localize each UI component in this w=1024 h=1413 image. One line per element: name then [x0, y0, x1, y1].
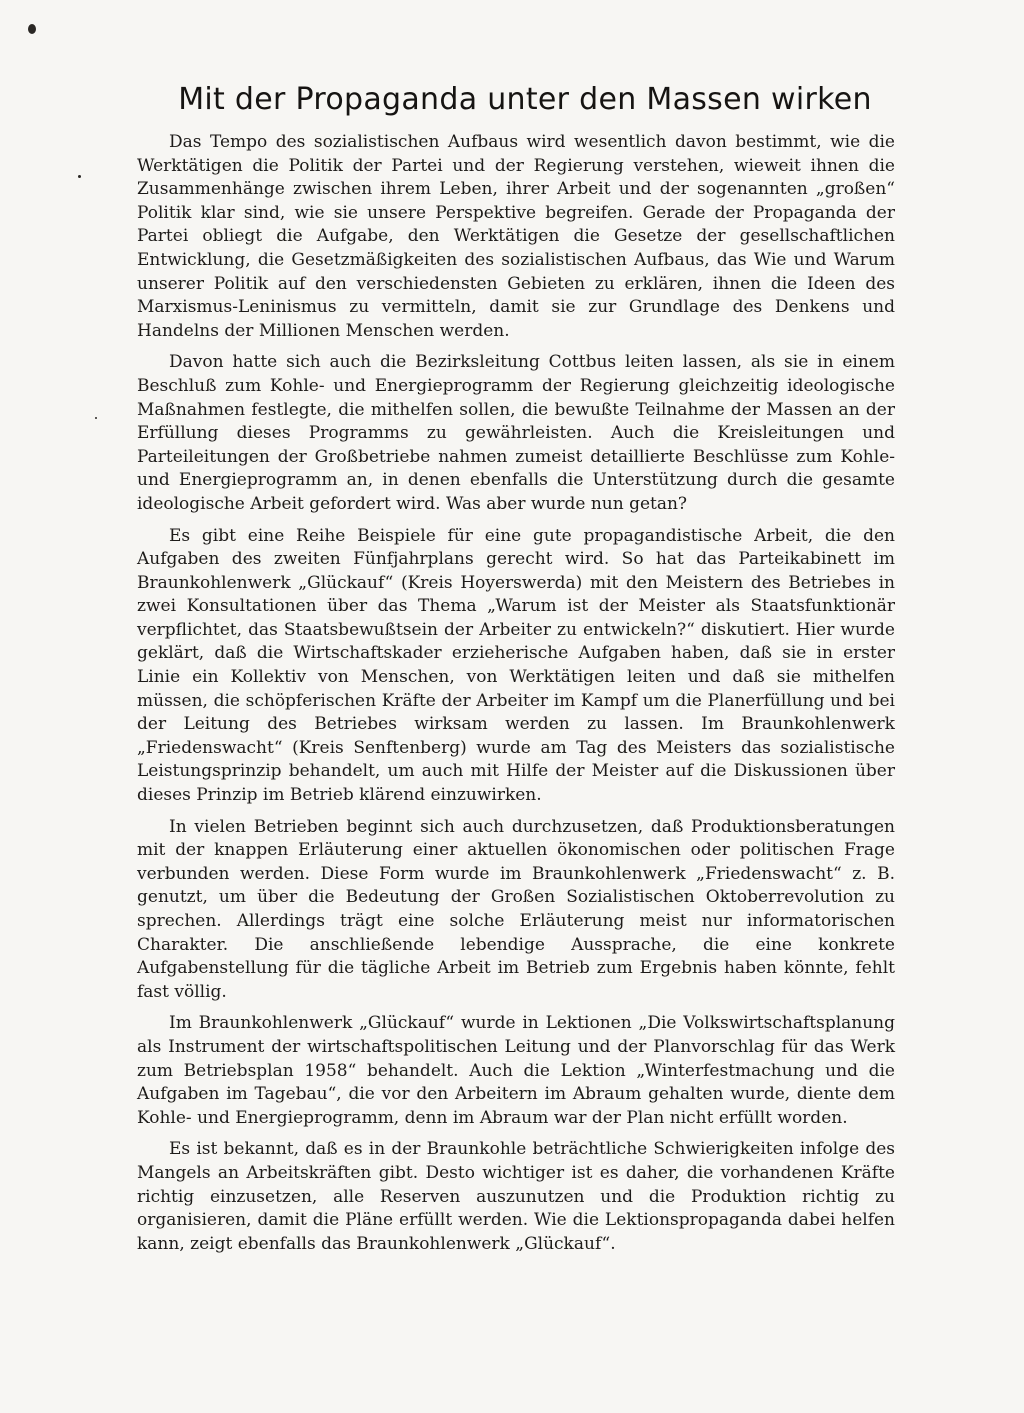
ink-speck	[95, 417, 97, 419]
paragraph-4: In vielen Betrieben beginnt sich auch durchzusetzen, daß Produktionsberatungen mit der knappen Erläuterung einer aktuellen ökonomischen oder politischen Frage verbunden werden. Diese Form wurde im Braunkohlenwerk „Friedenswacht“ z. B. genutzt, um über die Bedeutung der Großen Sozialistischen Oktoberrevolution zu sprechen. Allerdings trägt eine solche Erläuterung meist nur informatorischen Charakter. Die anschließende lebendige Aussprache, die eine konkrete Aufgabenstellung für die tägliche Arbeit im Betrieb zum Ergebnis haben könnte, fehlt fast völlig.	[137, 816, 895, 1002]
paragraph-5: Im Braunkohlenwerk „Glückauf“ wurde in Lektionen „Die Volkswirtschaftsplanung als Instrument der wirtschaftspolitischen Leitung und der Planvorschlag für das Werk zum Betriebsplan 1958“ behandelt. Auch die Lektion „Winterfestmachung und die Aufgaben im Tagebau“, die vor den Arbeitern im Abraum gehalten wurde, diente dem Kohle- und Energieprogramm, denn im Abraum war der Plan nicht erfüllt worden.	[137, 1013, 895, 1128]
article-body	[137, 131, 895, 1264]
ink-speck	[28, 24, 36, 34]
paragraph-1: Das Tempo des sozialistischen Aufbaus wird wesentlich davon bestimmt, wie die Werktätigen die Politik der Partei und der Regierung verstehen, wieweit ihnen die Zusammenhänge zwischen ihrem Leben, ihrer Arbeit und der sogenannten „großen“ Politik klar sind, wie sie unsere Perspektive begreifen. Gerade der Propaganda der Partei obliegt die Aufgabe, den Werktätigen die Gesetze der gesellschaftlichen Entwicklung, die Gesetzmäßigkeiten des sozialistischen Aufbaus, das Wie und Warum unserer Politik auf den verschiedensten Gebieten zu erklären, ihnen die Ideen des Marxismus-Leninismus zu vermitteln, damit sie zur Grundlage des Denkens und Handelns der Millionen Menschen werden.	[137, 132, 895, 341]
paragraph-3: Es gibt eine Reihe Beispiele für eine gute propagandistische Arbeit, die den Aufgaben des zweiten Fünfjahrplans gerecht wird. So hat das Parteikabinett im Braunkohlenwerk „Glückauf“ (Kreis Hoyerswerda) mit den Meistern des Betriebes in zwei Konsultationen über das Thema „Warum ist der Meister als Staatsfunktionär verpflichtet, das Staatsbewußtsein der Arbeiter zu entwickeln?“ diskutiert. Hier wurde geklärt, daß die Wirtschaftskader erzieherische Aufgaben haben, daß sie in erster Linie ein Kollektiv von Menschen, von Werktätigen leiten und daß sie mithelfen müssen, die schöpferischen Kräfte der Arbeiter im Kampf um die Planerfüllung und bei der Leitung des Betriebes wirksam werden zu lassen. Im Braunkohlenwerk „Friedenswacht“ (Kreis Senftenberg) wurde am Tag des Meisters das sozialistische Leistungsprinzip behandelt, um auch mit Hilfe der Meister auf die Diskussionen über dieses Prinzip im Betrieb klärend einzuwirken.	[137, 525, 895, 806]
paragraph-6: Es ist bekannt, daß es in der Braunkohle beträchtliche Schwierigkeiten infolge des Mangels an Arbeitskräften gibt. Desto wichtiger ist es daher, die vorhandenen Kräfte richtig einzusetzen, alle Reserven auszunutzen und die Produktion richtig zu organisieren, damit die Pläne erfüllt werden. Wie die Lektionspropaganda dabei helfen kann, zeigt ebenfalls das Braunkohlenwerk „Glückauf“.	[137, 1139, 895, 1254]
paragraph-2: Davon hatte sich auch die Bezirksleitung Cottbus leiten lassen, als sie in einem Beschluß zum Kohle- und Energieprogramm der Regierung gleichzeitig ideologische Maßnahmen festlegte, die mithelfen sollen, die bewußte Teilnahme der Massen an der Erfüllung dieses Programms zu gewährleisten. Auch die Kreisleitungen und Parteileitungen der Großbetriebe nahmen zumeist detaillierte Beschlüsse zum Kohle- und Energieprogramm an, in denen ebenfalls die Unterstützung durch die gesamte ideologische Arbeit gefordert wird. Was aber wurde nun getan?	[137, 352, 895, 514]
page-title: Mit der Propaganda unter den Massen wirken	[178, 82, 872, 117]
ink-speck	[78, 175, 81, 178]
